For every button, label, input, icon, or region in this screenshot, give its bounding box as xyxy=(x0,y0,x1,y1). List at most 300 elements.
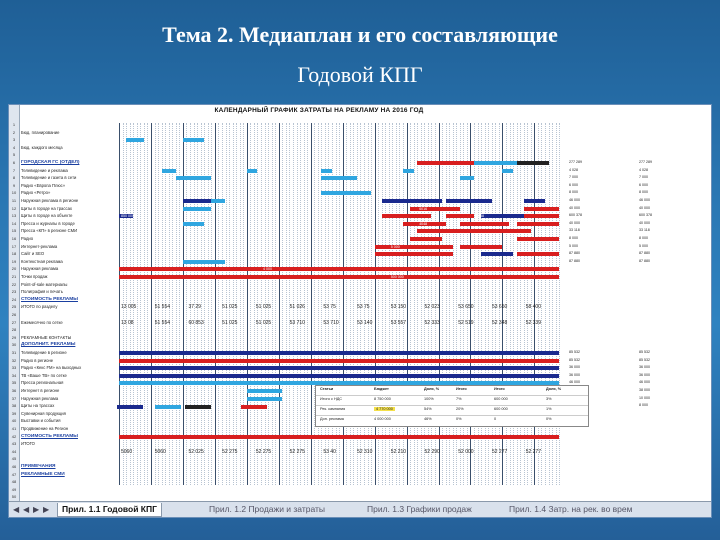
row-label: РЕКЛАМНЫЕ КОНТАКТЫ xyxy=(21,334,72,340)
summary-value: 36 000 xyxy=(639,365,650,370)
schedule-bar xyxy=(502,169,513,173)
summary-table-cell: 8 750 000 xyxy=(374,397,391,401)
schedule-bar xyxy=(162,169,176,173)
grid-line xyxy=(137,123,138,485)
schedule-bar xyxy=(517,161,549,165)
row-number: 22 xyxy=(11,281,17,287)
monthly-total: 52 023 xyxy=(424,304,440,311)
summary-value: 8 000 xyxy=(639,236,648,240)
summary-table-cell: 3% xyxy=(546,397,552,401)
grid-line xyxy=(517,123,518,485)
row-number: 47 xyxy=(11,471,17,477)
summary-table-cell: 600 000 xyxy=(494,407,508,411)
monthly-total: 53 75 xyxy=(323,304,336,311)
grid-line xyxy=(545,123,546,485)
summary-value: 7 000 xyxy=(639,175,648,180)
row-number: 45 xyxy=(11,456,17,462)
schedule-bar xyxy=(410,237,442,241)
tab-prodazhi-zatraty[interactable]: Прил. 1.2 Продажи и затраты xyxy=(209,504,326,514)
monthly-total: 13 005 xyxy=(121,304,137,311)
grid-line xyxy=(556,123,557,485)
summary-value: 85 532 xyxy=(639,357,650,362)
legend-cyan xyxy=(155,405,181,409)
grid-line xyxy=(282,123,283,485)
grid-line xyxy=(311,123,312,485)
row-number: 15 xyxy=(11,228,17,234)
row-label: Наружная реклама в регионе xyxy=(21,198,79,203)
row-label: ГОРОДСКАЯ ГС (ОТДЕЛ) xyxy=(21,160,80,165)
monthly-total: 53 75 xyxy=(357,304,370,311)
summary-value: 87 880 xyxy=(639,258,650,263)
summary-table-cell: 100% xyxy=(424,397,434,401)
monthly-total: 52 210 xyxy=(390,448,407,455)
monthly-total: 51 025 xyxy=(222,304,238,311)
row-number: 24 xyxy=(11,296,17,302)
row-number: 8 xyxy=(12,175,16,181)
monthly-total: 52 277 xyxy=(525,448,541,455)
summary-table-cell: 0% xyxy=(456,417,462,421)
row-label: Пресса «КП» в регионе СМИ xyxy=(21,228,78,234)
grid-line xyxy=(414,123,415,485)
summary-table-cell: 20% xyxy=(456,407,464,411)
schedule-bar xyxy=(517,237,560,241)
grid-line xyxy=(417,123,418,485)
summary-value: 46 000 xyxy=(569,198,580,202)
row-number: 31 xyxy=(11,350,17,355)
row-number: 13 xyxy=(11,213,17,219)
schedule-bar xyxy=(119,359,559,363)
summary-value: 8 000 xyxy=(569,190,578,195)
grid-line xyxy=(478,123,479,485)
grid-line xyxy=(371,123,372,485)
grid-line xyxy=(520,123,521,485)
sheet-title: КАЛЕНДАРНЫЙ ГРАФИК ЗАТРАТЫ НА РЕКЛАМУ НА 2016 ГОД xyxy=(214,107,424,114)
row-label: Наружная реклама xyxy=(21,266,59,272)
summary-table-header-cell: Бюджет xyxy=(374,387,389,391)
summary-value: 38 000 xyxy=(639,388,650,392)
grid-line xyxy=(211,123,212,485)
monthly-total: 52 339 xyxy=(525,319,541,326)
monthly-total: 52 310 xyxy=(357,448,373,455)
grid-line xyxy=(272,123,273,485)
row-label: Полиграфия и печать xyxy=(21,289,63,295)
grid-line xyxy=(254,123,255,485)
row-label: Интернет в регионе xyxy=(21,388,60,393)
schedule-bar xyxy=(321,176,357,180)
summary-table-cell: 4 000 000 xyxy=(374,417,391,421)
row-number: 46 xyxy=(11,464,17,469)
row-number: 17 xyxy=(11,243,17,249)
row-label: Щиты в городе на объекте xyxy=(21,213,73,219)
row-number: 20 xyxy=(11,266,17,272)
schedule-bar xyxy=(481,214,524,218)
summary-value: 277 289 xyxy=(639,160,652,164)
row-number: 12 xyxy=(11,205,17,211)
row-number: 44 xyxy=(11,448,17,454)
row-label: Бюд. каждого месяца xyxy=(21,144,63,150)
row-label: Бюд. планирование xyxy=(21,129,60,135)
row-number: 50 xyxy=(11,494,17,500)
summary-table xyxy=(315,385,589,427)
summary-table-row xyxy=(316,416,588,425)
row-label: ИТОГО xyxy=(21,441,35,447)
schedule-bar xyxy=(119,435,559,439)
tab-nav-prev-icon[interactable]: ◀ xyxy=(23,505,30,514)
row-label: РЕКЛАМНЫЕ СМИ xyxy=(21,471,65,477)
summary-value: 36 000 xyxy=(569,372,580,377)
monthly-total: 37 29 xyxy=(188,304,201,311)
summary-table-cell: 7% xyxy=(456,397,462,401)
schedule-bar xyxy=(119,267,559,271)
row-number: 2 xyxy=(12,129,16,135)
summary-table-cell: 54% xyxy=(424,407,432,411)
grid-line xyxy=(144,123,145,485)
grid-line xyxy=(541,123,542,485)
row-label: СТОИМОСТЬ РЕКЛАМЫ xyxy=(21,433,78,439)
bar-label: 6038 xyxy=(476,214,484,219)
grid-line xyxy=(407,123,408,485)
monthly-total: 53 140 xyxy=(357,319,373,326)
tab-nav-last-icon[interactable]: ▶ xyxy=(43,505,50,514)
grid-line xyxy=(314,123,315,485)
grid-line xyxy=(275,123,276,485)
row-label: Телевидение и реклама xyxy=(21,167,68,173)
schedule-bar xyxy=(446,214,474,218)
row-label: Сайт и SEO xyxy=(21,251,45,257)
spreadsheet-screenshot xyxy=(8,104,712,518)
grid-line xyxy=(307,123,308,485)
schedule-bar xyxy=(460,222,510,226)
grid-line xyxy=(488,123,489,485)
monthly-total: 52 519 xyxy=(458,319,474,326)
row-label: Интернет-реклама xyxy=(21,243,58,249)
schedule-bar xyxy=(183,207,211,211)
tab-zatraty-reklama[interactable]: Прил. 1.4 Затр. на рек. во врем xyxy=(509,504,633,514)
tab-nav-first-icon[interactable]: ◀ xyxy=(13,505,20,514)
grid-line xyxy=(524,123,525,485)
schedule-bar xyxy=(247,169,258,173)
summary-value: 36 000 xyxy=(569,365,580,370)
row-label: Щиты на трассах xyxy=(21,403,55,409)
row-number: 19 xyxy=(11,258,17,264)
grid-line xyxy=(318,123,319,485)
row-label: Щиты в городе на трассах xyxy=(21,205,73,211)
row-label: ДОПОЛНИТ. РЕКЛАМЫ xyxy=(21,342,76,348)
grid-line xyxy=(421,123,422,485)
row-number: 30 xyxy=(11,342,17,348)
summary-value: 40 000 xyxy=(639,220,650,225)
row-label: Пресса и журналы в городе xyxy=(21,220,75,226)
row-label: Радио xyxy=(21,236,34,241)
summary-table-cell: 1% xyxy=(546,407,552,411)
monthly-total: 52 275 xyxy=(289,448,305,455)
grid-line xyxy=(481,123,482,485)
row-number: 42 xyxy=(11,433,17,439)
schedule-bar xyxy=(375,252,453,256)
schedule-bar xyxy=(375,245,453,249)
grid-line xyxy=(385,123,386,485)
monthly-total: 53 150 xyxy=(390,304,407,311)
summary-table-header-cell: Итого xyxy=(494,387,505,391)
monthly-total: 52 333 xyxy=(424,319,440,326)
legend-dark xyxy=(185,405,211,409)
grid-line xyxy=(382,123,383,485)
grid-line xyxy=(151,123,152,485)
bar-label: 500 000 xyxy=(390,275,404,279)
row-label: Пресса региональная xyxy=(21,380,64,386)
monthly-total: 5060 xyxy=(154,448,166,455)
row-number: 28 xyxy=(11,327,17,333)
grid-line xyxy=(549,123,550,485)
schedule-bar xyxy=(417,229,481,233)
summary-value: 600 378 xyxy=(569,213,582,218)
monthly-total: 53 650 xyxy=(491,304,508,311)
summary-value: 46 000 xyxy=(639,380,650,385)
summary-value: 8 000 xyxy=(639,403,648,408)
row-number: 40 xyxy=(11,418,17,424)
row-numbers xyxy=(9,105,20,501)
summary-value: 10 000 xyxy=(639,395,650,400)
sheet-tabs xyxy=(9,501,711,518)
row-label: Радио в регионе xyxy=(21,357,54,363)
row-label: ПРИМЕЧАНИЯ xyxy=(21,464,56,469)
summary-value: 600 378 xyxy=(639,213,652,218)
row-label: Телевидение в регионе xyxy=(21,350,67,355)
summary-value: 85 532 xyxy=(569,350,580,354)
row-number: 39 xyxy=(11,410,17,416)
bar-label: 6016 xyxy=(419,206,428,211)
row-number: 1 xyxy=(12,122,16,127)
grid-line xyxy=(559,123,560,485)
summary-table-header xyxy=(316,386,588,396)
row-number: 33 xyxy=(11,365,17,371)
row-label: Точки продаж xyxy=(21,274,48,279)
summary-value: 33 118 xyxy=(639,228,650,233)
schedule-bar xyxy=(517,222,560,226)
monthly-total: 51 025 xyxy=(255,319,272,326)
summary-table-header-cell: Статьи xyxy=(320,387,334,391)
summary-table-cell: 46% xyxy=(424,417,432,421)
row-label: Радио «Кекс FM» на выходных xyxy=(21,365,82,371)
summary-value: 5 000 xyxy=(569,243,578,248)
summary-value: 8 000 xyxy=(569,236,578,240)
grid-line xyxy=(485,123,486,485)
monthly-total: 58 400 xyxy=(525,304,541,311)
summary-value: 85 532 xyxy=(569,357,580,362)
schedule-bar xyxy=(119,366,559,370)
schedule-bar xyxy=(460,245,503,249)
summary-table-header-cell: Итого xyxy=(456,387,467,391)
schedule-bar xyxy=(183,260,226,264)
grid-line xyxy=(453,123,454,485)
schedule-bar xyxy=(183,199,211,203)
summary-value: 6 000 xyxy=(569,182,578,187)
monthly-total: 51 554 xyxy=(154,319,171,326)
summary-table-cell: Доп. реклама xyxy=(320,417,344,421)
row-number: 43 xyxy=(11,441,17,447)
monthly-total: 51 025 xyxy=(255,304,272,311)
row-number: 34 xyxy=(11,372,17,378)
row-number: 10 xyxy=(11,190,17,196)
bar-label: 4 000 xyxy=(263,267,272,272)
row-number: 18 xyxy=(11,251,17,257)
grid-line xyxy=(442,123,443,485)
row-number: 41 xyxy=(11,426,17,431)
grid-line xyxy=(474,123,475,485)
row-label: СТОИМОСТЬ РЕКЛАМЫ xyxy=(21,296,78,302)
monthly-total: 51 025 xyxy=(222,319,238,326)
grid-line xyxy=(243,123,244,485)
schedule-bar xyxy=(382,214,432,218)
monthly-total: 52 000 xyxy=(458,448,474,455)
monthly-total: 52 275 xyxy=(255,448,272,455)
legend-red xyxy=(241,405,267,409)
schedule-bar xyxy=(446,199,492,203)
grid-line xyxy=(286,123,287,485)
schedule-bar xyxy=(321,191,371,195)
summary-table-cell: 600 000 xyxy=(494,397,508,401)
summary-table-cell: Рек. кампания xyxy=(320,407,346,411)
grid-line xyxy=(240,123,241,485)
grid-line xyxy=(119,123,120,485)
summary-value: 40 000 xyxy=(569,220,580,225)
row-label: Ежемесячно по сетке xyxy=(21,319,63,325)
summary-value: 87 880 xyxy=(569,251,580,256)
row-number: 3 xyxy=(12,137,16,143)
monthly-total: 5060 xyxy=(121,448,133,455)
schedule-bar xyxy=(517,252,560,256)
row-number: 26 xyxy=(11,312,17,317)
schedule-bar xyxy=(410,207,460,211)
row-number: 29 xyxy=(11,334,17,340)
row-number: 5 xyxy=(12,152,16,158)
monthly-total: 52 348 xyxy=(491,319,508,326)
grid-line xyxy=(215,123,216,485)
schedule-bar xyxy=(481,252,513,256)
monthly-total: 53 710 xyxy=(289,319,305,326)
row-number: 38 xyxy=(11,403,17,409)
monthly-total: 53 650 xyxy=(458,304,474,311)
monthly-total: 52 275 xyxy=(222,448,238,455)
row-number: 16 xyxy=(11,236,17,241)
row-number: 4 xyxy=(12,144,16,150)
schedule-bar xyxy=(119,374,559,378)
monthly-total: 51 554 xyxy=(154,304,171,311)
summary-value: 40 000 xyxy=(569,205,580,210)
summary-value: 8 000 xyxy=(639,190,648,195)
row-label: Выставки и события xyxy=(21,418,61,424)
summary-value: 33 118 xyxy=(569,228,580,233)
schedule-bar xyxy=(183,222,204,226)
tab-godovoy-kpg[interactable]: Прил. 1.1 Годовой КПГ xyxy=(57,503,162,517)
monthly-total: 51 026 xyxy=(289,304,305,311)
summary-table-cell: Итого с НДС xyxy=(320,397,343,401)
grid-line xyxy=(446,123,447,485)
row-number: 25 xyxy=(11,304,17,310)
summary-value: 4 028 xyxy=(639,167,648,172)
bar-label: 850 000 xyxy=(121,214,134,219)
summary-table-cell: 0% xyxy=(546,417,552,421)
row-number: 9 xyxy=(12,182,16,188)
summary-value: 87 880 xyxy=(639,251,650,256)
row-number: 11 xyxy=(11,198,17,203)
row-number: 37 xyxy=(11,395,17,401)
monthly-total: 13 08 xyxy=(121,319,134,326)
grid-line xyxy=(449,123,450,485)
schedule-bar xyxy=(183,138,204,142)
summary-table-cell: 4 770 000 xyxy=(376,407,393,411)
tab-nav-next-icon[interactable]: ▶ xyxy=(33,505,40,514)
grid-line xyxy=(172,123,173,485)
row-label: Телевидение и газета в сети xyxy=(21,175,77,181)
monthly-total: 52 290 xyxy=(424,448,440,455)
monthly-total: 60 853 xyxy=(188,319,204,326)
summary-table-cell: 0 xyxy=(494,417,497,421)
schedule-bar xyxy=(382,199,442,203)
row-label: Радио «Европа Плюс» xyxy=(21,182,66,188)
row-label: Радио «Ретро» xyxy=(21,190,51,196)
row-number: 32 xyxy=(11,357,17,363)
tab-grafiki-prodazh[interactable]: Прил. 1.3 Графики продаж xyxy=(367,504,472,514)
monthly-total: 52 025 xyxy=(188,448,204,455)
grid-line xyxy=(389,123,390,485)
row-label: Продвижение на Регион xyxy=(21,426,69,431)
row-label: ТВ «Ваше ТВ» по сетке xyxy=(21,372,67,378)
schedule-bar xyxy=(119,275,559,279)
row-number: 35 xyxy=(11,380,17,386)
summary-value: 7 000 xyxy=(569,175,578,180)
row-label: Наружная реклама xyxy=(21,395,59,401)
summary-table-header-cell: Доля, % xyxy=(424,387,440,391)
summary-value: 46 000 xyxy=(569,380,580,385)
slide-subtitle: Годовой КПГ xyxy=(297,62,423,87)
legend-blue xyxy=(117,405,143,409)
schedule-bar xyxy=(126,138,144,142)
schedule-bar xyxy=(403,169,414,173)
row-number: 21 xyxy=(11,274,17,279)
grid-line xyxy=(378,123,379,485)
grid-line xyxy=(552,123,553,485)
row-label: Контекстная реклама xyxy=(21,258,63,264)
monthly-total: 53 557 xyxy=(390,319,407,326)
grid-line xyxy=(279,123,280,485)
grid-line xyxy=(410,123,411,485)
schedule-bar xyxy=(321,169,332,173)
summary-value: 46 000 xyxy=(639,198,650,202)
row-label: Сувенирная продукция xyxy=(21,410,66,416)
row-label: Point-of-sale материалы xyxy=(21,281,68,287)
row-number: 27 xyxy=(11,319,17,325)
summary-value: 4 028 xyxy=(569,167,578,172)
summary-value: 36 000 xyxy=(639,372,650,377)
grid-line xyxy=(456,123,457,485)
summary-table-header-cell: Доля, % xyxy=(546,387,562,391)
monthly-total: 52 277 xyxy=(491,448,508,455)
summary-value: 5 000 xyxy=(639,243,648,248)
row-number: 7 xyxy=(12,167,16,173)
grid-line xyxy=(375,123,376,485)
summary-value: 85 532 xyxy=(639,350,650,354)
grid-line xyxy=(140,123,141,485)
schedule-bar xyxy=(524,214,560,218)
spreadsheet-sheet xyxy=(9,105,711,501)
summary-value: 87 880 xyxy=(569,258,580,263)
row-number: 6 xyxy=(12,160,16,165)
bar-label: 5 000 xyxy=(390,244,400,249)
schedule-bar xyxy=(247,397,283,401)
row-number: 23 xyxy=(11,289,17,295)
row-label: ИТОГО по разделу xyxy=(21,304,58,310)
